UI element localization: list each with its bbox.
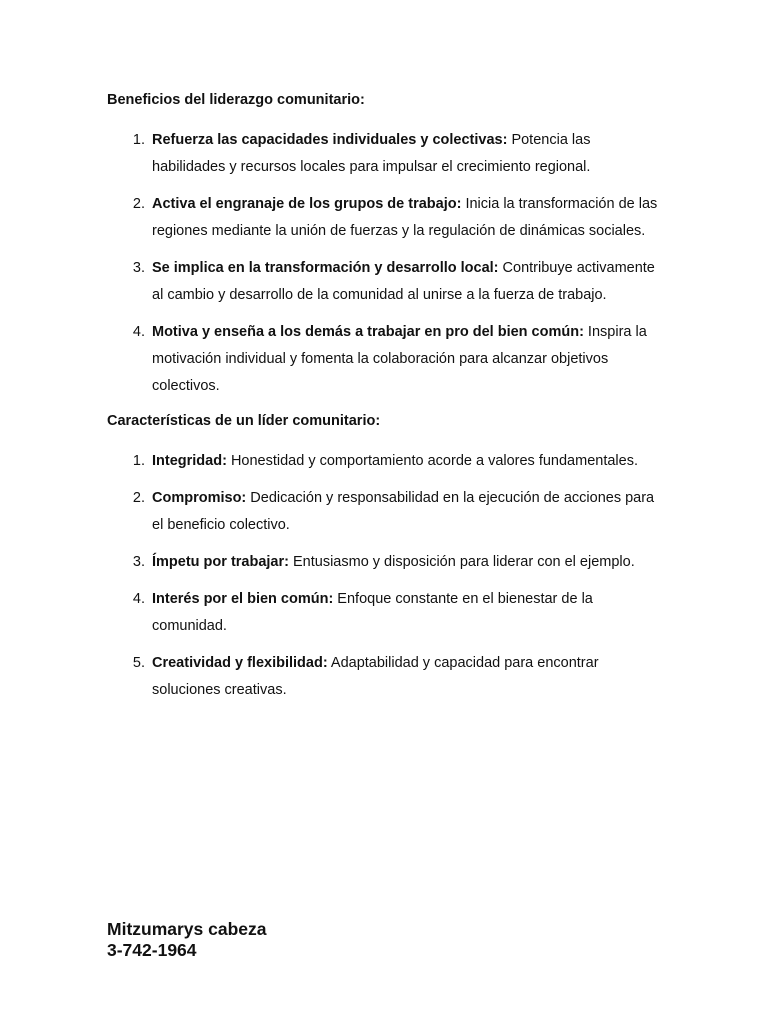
item-number: 1. (132, 453, 145, 469)
item-number: 5. (132, 655, 145, 671)
item-text: Honestidad y comportamiento acorde a valores fundamentales. (226, 453, 638, 469)
list-item (107, 485, 667, 539)
list-item (107, 319, 667, 400)
item-number: 3. (132, 260, 145, 276)
author-name: Mitzumarys cabeza (107, 919, 267, 939)
section-heading-characteristics: Características de un líder comunitario: (107, 413, 381, 429)
item-term: Refuerza las capacidades individuales y colectivas: (152, 132, 508, 148)
section-heading-benefits: Beneficios del liderazgo comunitario: (107, 92, 365, 108)
list-item (107, 191, 667, 245)
author-footer (107, 919, 267, 961)
item-text: Adaptabilidad y capacidad para encontrar soluciones creativas. (152, 655, 599, 698)
item-term: Activa el engranaje de los grupos de trabajo: (152, 196, 462, 212)
list-item (107, 127, 667, 181)
item-number: 1. (132, 132, 145, 148)
item-text: Entusiasmo y disposición para liderar con el ejemplo. (288, 554, 635, 570)
item-number: 2. (132, 196, 145, 212)
item-term: Ímpetu por trabajar: (152, 554, 289, 570)
benefits-list (107, 127, 667, 400)
list-item (107, 586, 667, 640)
list-item (107, 549, 667, 576)
item-text: Potencia las habilidades y recursos locales para impulsar el crecimiento regional. (152, 132, 591, 175)
item-text: Contribuye activamente al cambio y desarrollo de la comunidad al unirse a la fuerza de trabajo. (152, 260, 655, 303)
characteristics-list (107, 448, 667, 704)
item-text: Dedicación y responsabilidad en la ejecución de acciones para el beneficio colectivo. (152, 490, 655, 533)
item-term: Motiva y enseña a los demás a trabajar en pro del bien común: (152, 324, 584, 340)
item-text: Inspira la motivación individual y fomenta la colaboración para alcanzar objetivos colectivos. (152, 324, 647, 394)
item-number: 3. (132, 554, 145, 570)
item-term: Integridad: (152, 453, 227, 469)
list-item (107, 255, 667, 309)
list-item (107, 650, 667, 704)
author-phone: 3-742-1964 (107, 940, 197, 960)
item-number: 4. (132, 591, 145, 607)
item-text: Enfoque constante en el bienestar de la comunidad. (152, 591, 593, 634)
item-term: Se implica en la transformación y desarrollo local: (152, 260, 499, 276)
item-text: Inicia la transformación de las regiones mediante la unión de fuerzas y la regulación de dinámicas sociales. (152, 196, 658, 239)
document-body (107, 90, 667, 715)
item-number: 2. (132, 490, 145, 506)
list-item (107, 448, 667, 475)
item-term: Interés por el bien común: (152, 591, 334, 607)
item-term: Compromiso: (152, 490, 247, 506)
item-term: Creatividad y flexibilidad: (152, 655, 328, 671)
item-number: 4. (132, 324, 145, 340)
